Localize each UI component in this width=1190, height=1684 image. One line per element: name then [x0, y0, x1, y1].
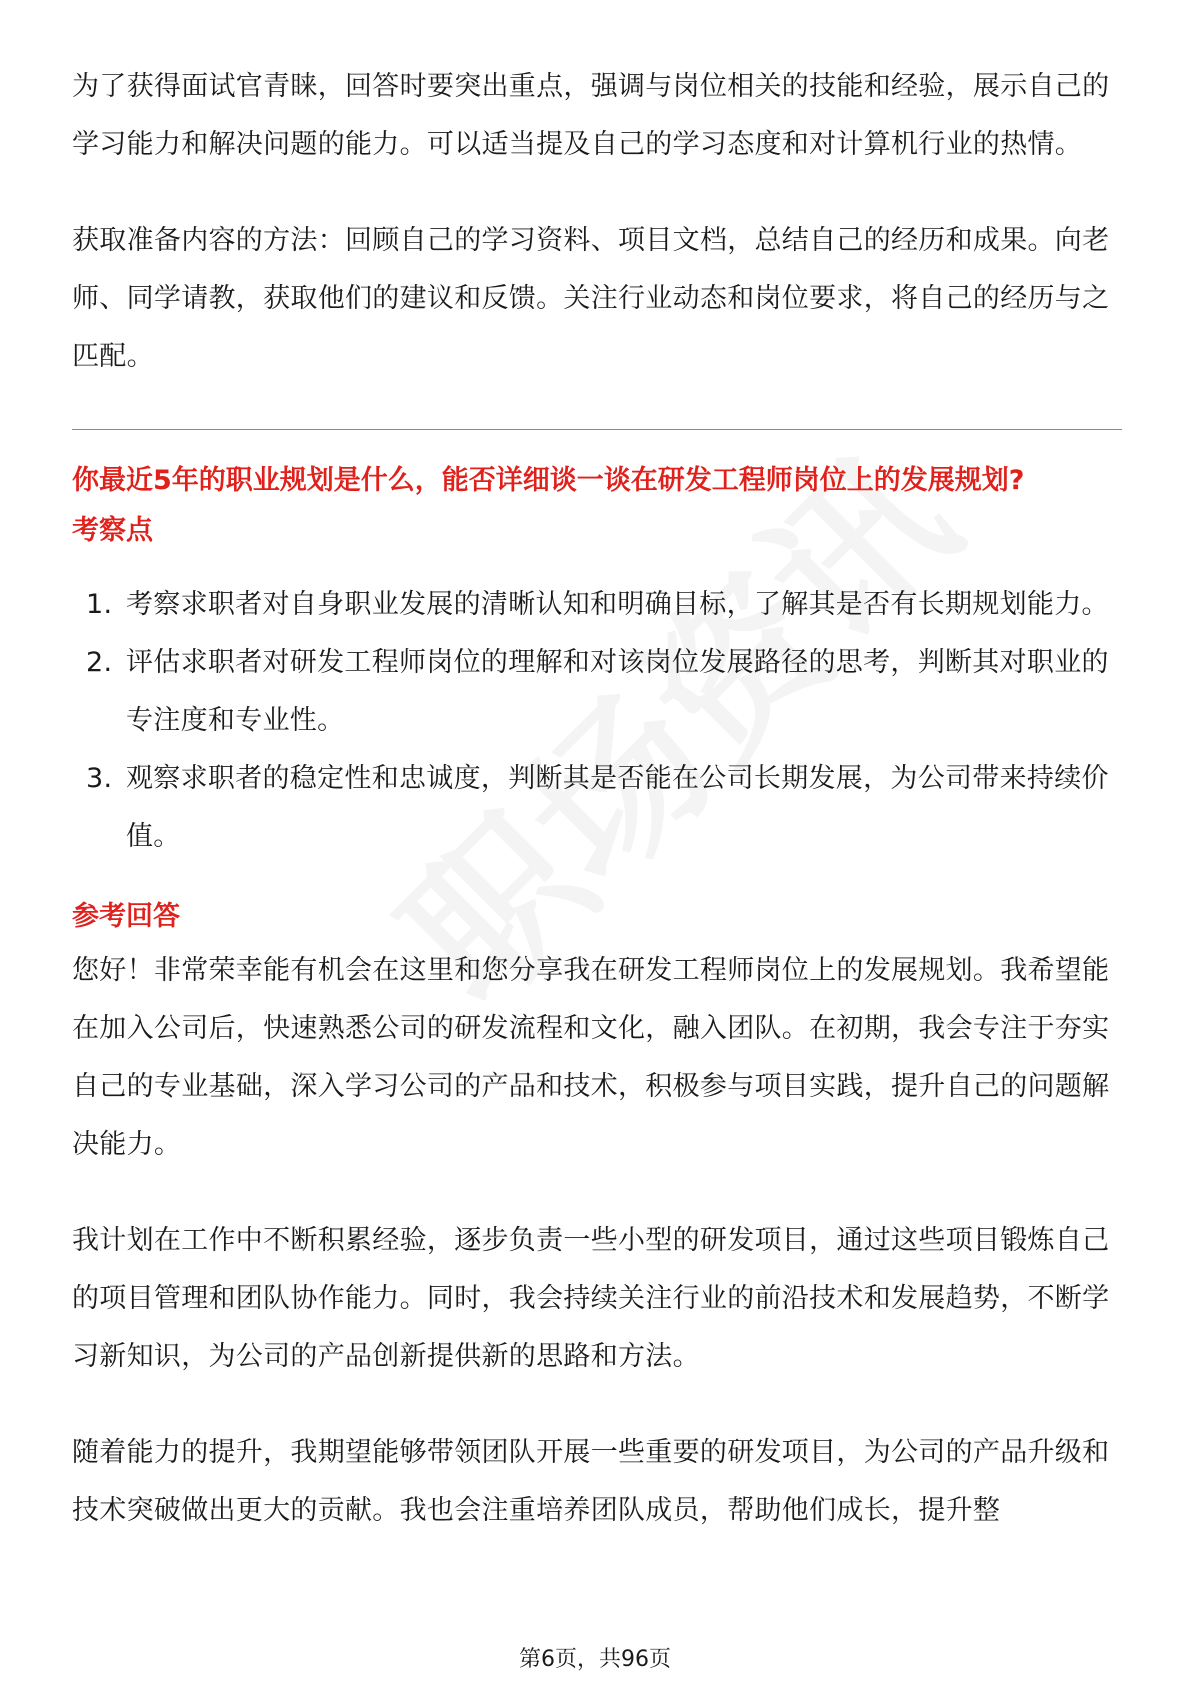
page-number-footer: 第6页，共96页	[519, 1647, 671, 1672]
intro-paragraph: 为了获得面试官青睐，回答时要突出重点，强调与岗位相关的技能和经验，展示自己的学习能力和解决问题的能力。可以适当提及自己的学习态度和对计算机行业的热情。	[72, 71, 1110, 160]
section-divider	[72, 429, 1122, 430]
list-item-number: 3.	[86, 763, 113, 794]
list-item-text: 考察求职者对自身职业发展的清晰认知和明确目标，了解其是否有长期规划能力。	[126, 589, 1109, 620]
points-title: 考察点	[72, 515, 153, 546]
answer-paragraph: 您好！非常荣幸能有机会在这里和您分享我在研发工程师岗位上的发展规划。我希望能在加入公司后，快速熟悉公司的研发流程和文化，融入团队。在初期，我会专注于夯实自己的专业基础，深入学习公司的产品和技术，积极参与项目实践，提升自己的问题解决能力。	[72, 955, 1110, 1160]
intro-paragraph: 获取准备内容的方法：回顾自己的学习资料、项目文档，总结自己的经历和成果。向老师、同学请教，获取他们的建议和反馈。关注行业动态和岗位要求，将自己的经历与之匹配。	[72, 225, 1110, 372]
list-item	[72, 576, 1122, 634]
answer-paragraph: 随着能力的提升，我期望能够带领团队开展一些重要的研发项目，为公司的产品升级和技术突破做出更大的贡献。我也会注重培养团队成员，帮助他们成长，提升整	[72, 1437, 1110, 1526]
points-list	[72, 576, 1122, 866]
answer-title: 参考回答	[72, 901, 180, 932]
list-item-number: 1.	[86, 589, 113, 620]
list-item-number: 2.	[86, 647, 113, 678]
list-item	[72, 634, 1122, 750]
page-content	[72, 58, 1122, 1540]
interview-question: 你最近5年的职业规划是什么，能否详细谈一谈在研发工程师岗位上的发展规划?	[72, 465, 1025, 496]
list-item-text: 评估求职者对研发工程师岗位的理解和对该岗位发展路径的思考，判断其对职业的专注度和专业性。	[126, 647, 1109, 736]
list-item	[72, 750, 1122, 866]
answer-paragraph: 我计划在工作中不断积累经验，逐步负责一些小型的研发项目，通过这些项目锻炼自己的项目管理和团队协作能力。同时，我会持续关注行业的前沿技术和发展趋势，不断学习新知识，为公司的产品创新提供新的思路和方法。	[72, 1225, 1110, 1372]
list-item-text: 观察求职者的稳定性和忠诚度，判断其是否能在公司长期发展，为公司带来持续价值。	[126, 763, 1109, 852]
